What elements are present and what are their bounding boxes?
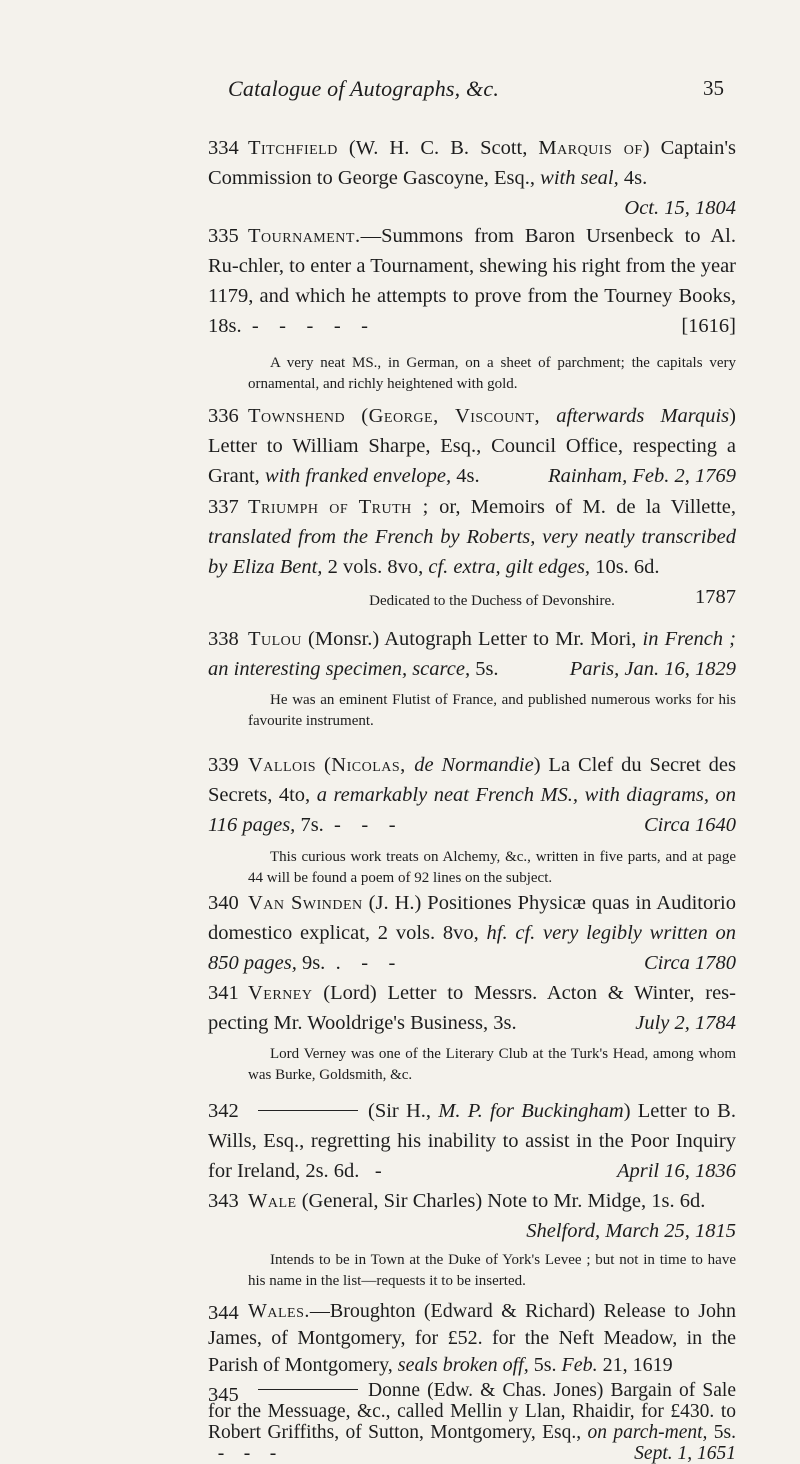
entry-date: Paris, Jan. 16, 1829: [569, 658, 736, 680]
entry-text-part: a remarkably neat French MS., with diagrams, on 116 pages,: [208, 784, 736, 836]
entry-number: 334: [208, 137, 239, 159]
entry-text: [208, 1096, 736, 1186]
entry-text-part: 9s.: [296, 952, 326, 974]
entry-text: [208, 978, 736, 1038]
entry-text: [208, 133, 736, 223]
entry-text-part: —Summons from Baron Ursenbeck to Al. Ru-chler, to enter a Tournament, shewing his right from the year 1179, and which he attempts to prove from the Tourney Books, 18s.: [208, 225, 736, 337]
entry-date: Circa 1780: [643, 952, 736, 974]
entry-text-part: Donne (Edw. & Chas. Jones) Bargain of Sale for the Messuage, &c., called Mellin y Llan, Rhaidir, for £430. to Robert Griffiths, of Sutton, Montgomery, Esq.,: [208, 1380, 736, 1443]
entry-text-part: de Normandie: [414, 754, 534, 776]
entry-text-part: Marquis of: [538, 137, 643, 159]
entry-number: 339: [208, 754, 239, 776]
entry-number: 342: [208, 1100, 239, 1122]
page-header: [0, 76, 800, 110]
page-number: 35: [703, 76, 724, 100]
entry-number: 341: [208, 982, 239, 1004]
entry-text: [208, 221, 736, 341]
entry-text-part: on parch-ment,: [587, 1422, 708, 1443]
entry-text-part: —Broughton (Edward & Richard) Release to John James, of Montgomery, for £52. for the Neft Meadow, in the Parish of Montgomery,: [208, 1300, 736, 1376]
entry-text-part: 5s.: [470, 658, 499, 680]
entry-surname: Tournament.: [248, 225, 361, 247]
entry-note: This curious work treats on Alchemy, &c., written in five parts, and at page 44 will be found a poem of 92 lines on the subject.: [248, 849, 736, 886]
entry-date: Circa 1640: [643, 814, 736, 836]
entry-text-part: with franked envelope,: [264, 465, 452, 487]
entry-note: A very neat MS., in German, on a sheet of parchment; the capitals very ornamental, and richly heightened with gold.: [248, 355, 736, 392]
entry-surname: Tulou: [248, 628, 302, 650]
entry-number: 343: [208, 1190, 239, 1212]
entry-number: 338: [208, 628, 239, 650]
entry-date: Oct. 15, 1804: [624, 197, 736, 219]
entry-text-part: 4s.: [618, 167, 648, 189]
entry-text-part: (Sir H.,: [368, 1100, 439, 1122]
running-title: Catalogue of Autographs, &c.: [228, 76, 500, 101]
entry-text-part: (General, Sir Charles) Note to Mr. Midge, 1s. 6d.: [301, 1190, 706, 1212]
entry-surname: Van Swinden: [248, 892, 363, 914]
entry-text-part: M. P. for Buckingham: [438, 1100, 624, 1122]
entry-text-part: (Lord) Letter to Messrs. Acton & Winter, res-pecting Mr. Wooldrige's Business, 3s.: [208, 982, 736, 1034]
entry-text-part: (W. H. C. B. Scott,: [348, 137, 539, 159]
entry-number: 336: [208, 405, 239, 427]
entry-text-part: in French ; an interesting specimen, scarce,: [208, 628, 736, 680]
entry-number: 335: [208, 225, 239, 247]
entry-text: [208, 1380, 736, 1464]
entry-date: 1787: [695, 586, 736, 608]
entry-text: [208, 1186, 736, 1246]
entry-note: Lord Verney was one of the Literary Club at the Turk's Head, among whom was Burke, Goldsmith, &c.: [248, 1046, 736, 1083]
entry-text: [208, 624, 736, 684]
entry-number: 340: [208, 892, 239, 914]
entry-text-part: (Nicolas,: [323, 754, 415, 776]
entry-date: Shelford, March 25, 1815: [526, 1220, 736, 1242]
entry-text-part: 5s.: [707, 1422, 736, 1443]
entry-surname: Wales.: [248, 1300, 310, 1322]
entry-text-part: (Monsr.) Autograph Letter to Mr. Mori,: [308, 628, 643, 650]
entry-date: April 16, 1836: [616, 1160, 736, 1182]
entry-text-part: 2 vols. 8vo,: [322, 556, 429, 578]
entry-text-part: or, Memoirs of M. de la Villette,: [428, 496, 736, 518]
entry-date: Rainham, Feb. 2, 1769: [548, 465, 736, 487]
entry-text-part: afterwards Marquis: [540, 405, 730, 427]
entry-surname: Wale: [248, 1190, 297, 1212]
entry-text-part: ) La Clef du Secret des Secrets, 4to,: [208, 754, 736, 806]
entry-surname: Vallois: [248, 754, 317, 776]
entry-text: [208, 1298, 736, 1379]
entry-text-part: (J. H.) Positiones Physicæ quas in Auditorio domestico explicat, 2 vols. 8vo,: [208, 892, 736, 944]
entry-date: Sept. 1, 1651: [634, 1443, 736, 1464]
entry-surname: Verney: [248, 982, 313, 1004]
entry-text-part: (George, Viscount,: [361, 405, 541, 427]
ditto-rule: [258, 1110, 358, 1111]
entry-text: [208, 888, 736, 978]
entry-surname: Townshend: [248, 405, 346, 427]
entry-surname: Titchfield: [248, 137, 338, 159]
entry-text-part: Feb.: [561, 1354, 598, 1376]
entry-text-part: 21, 1619: [597, 1354, 673, 1376]
entry-text-part: ) Letter to B. Wills, Esq., regretting his inability to assist in the Poor Inquiry for Ireland, 2s. 6d.: [208, 1100, 736, 1182]
entry-text-part: -: [359, 1160, 398, 1182]
entry-text: [208, 750, 736, 840]
entry-number: 345: [208, 1384, 239, 1406]
entry-text-part: cf. extra, gilt edges,: [428, 556, 591, 578]
entry-text-part: seals broken off,: [397, 1354, 529, 1376]
entry-text: [208, 401, 736, 491]
entry-text-part: 4s.: [451, 465, 480, 487]
entry-text-part: - - - - -: [241, 315, 379, 337]
entry-number: 337: [208, 496, 239, 518]
entry-number: 344: [208, 1302, 239, 1324]
entry-text-part: 10s. 6d.: [590, 556, 660, 578]
entry-text-part: with seal,: [540, 167, 619, 189]
entry-text-part: translated from the French by Roberts, very neatly transcribed by Eliza Bent,: [208, 526, 736, 578]
entry-note: Intends to be in Town at the Duke of York's Levee ; but not in time to have his name in the list—requests it to be inserted.: [248, 1252, 736, 1289]
entry-note: He was an eminent Flutist of France, and published numerous works for his favourite instrument.: [248, 692, 736, 729]
entry-text-part: - - -: [323, 814, 406, 836]
entry-text-part: 7s.: [295, 814, 324, 836]
entry-text-part: hf. cf. very legibly written on 850 pages,: [208, 922, 736, 974]
entry-text-part: ) Letter to William Sharpe, Esq., Council Office, respecting a Grant,: [208, 405, 736, 487]
entry-date: July 2, 1784: [635, 1012, 736, 1034]
entry-note: Dedicated to the Duchess of Devonshire.: [369, 593, 615, 609]
entry-surname: Triumph of Truth ;: [248, 496, 429, 518]
entry-text-part: . - -: [325, 952, 406, 974]
entry-date: [1616]: [681, 315, 736, 337]
entry-text-part: ) Captain's Commission to George Gascoyne, Esq.,: [208, 137, 736, 189]
ditto-rule: [258, 1389, 358, 1390]
entry-text-part: 5s.: [528, 1354, 562, 1376]
entry-text-part: - - -: [208, 1443, 286, 1464]
